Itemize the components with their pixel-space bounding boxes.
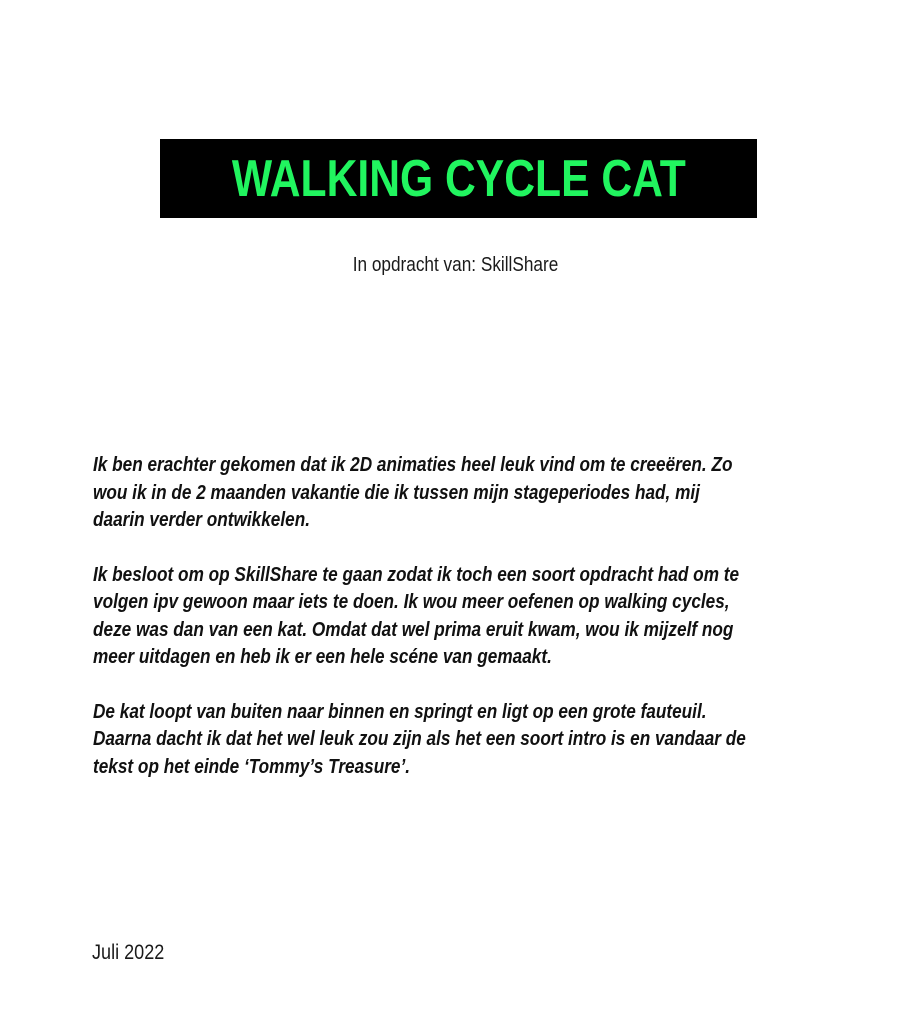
paragraph-scene <box>93 699 893 782</box>
paragraph-line: tekst op het einde ‘Tommy’s Treasure’. <box>93 755 411 778</box>
paragraph-line: volgen ipv gewoon maar iets te doen. Ik wou meer oefenen op walking cycles, <box>93 591 730 613</box>
paragraph-line: Ik besloot om op SkillShare te gaan zodat ik toch een soort opdracht had om te <box>93 563 740 586</box>
commission-subtitle: In opdracht van: SkillShare <box>352 254 559 276</box>
paragraph-line: De kat loopt van buiten naar binnen en springt en ligt op een grote fauteuil. <box>93 700 707 723</box>
paragraph-line: deze was dan van een kat. Omdat dat wel prima eruit kwam, wou ik mijzelf nog <box>93 618 734 641</box>
paragraph-line: Ik ben erachter gekomen dat ik 2D animaties heel leuk vind om te creeëren. Zo <box>93 454 733 476</box>
title-banner <box>160 139 757 218</box>
description-body <box>93 452 893 808</box>
paragraph-intro <box>93 452 893 535</box>
paragraph-line: Daarna dacht ik dat het wel leuk zou zijn als het een soort intro is en vandaar de <box>93 728 746 750</box>
paragraph-line: daarin verder ontwikkelen. <box>93 509 311 531</box>
paragraph-line: meer uitdagen en heb ik er een hele scéne van gemaakt. <box>93 646 552 668</box>
paragraph-skillshare <box>93 562 893 672</box>
paragraph-line: wou ik in de 2 maanden vakantie die ik tussen mijn stageperiodes had, mij <box>93 481 700 504</box>
date-label: Juli 2022 <box>92 941 165 964</box>
page-title: WALKING CYCLE CAT <box>231 149 686 208</box>
